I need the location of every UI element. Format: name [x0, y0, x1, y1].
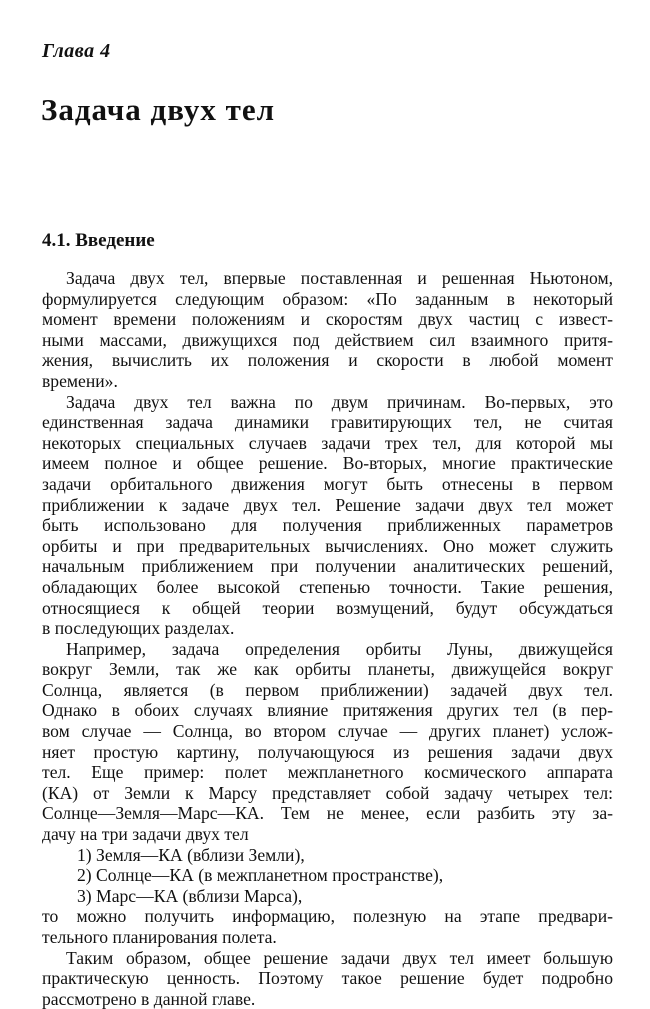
text-line: жения, вычислить их положения и скорости в любой момент: [42, 350, 613, 371]
text-line: Таким образом, общее решение задачи двух тел имеет большую: [66, 947, 613, 968]
text-line: тельного планирования полета.: [42, 927, 277, 947]
text-line: практическую ценность. Поэтому такое решение будет подробно: [42, 968, 613, 989]
text-line: вокруг Земли, так же как орбиты планеты, движущейся вокруг: [42, 659, 613, 680]
text-line: Однако в обоих случаях влияние притяжения других тел (в пер-: [42, 700, 613, 721]
text-line: Задача двух тел важна по двум причинам. Во-первых, это: [66, 391, 613, 412]
text-line: (КА) от Земли к Марсу представляет собой задачу четырех тел:: [42, 782, 613, 803]
text-line: Задача двух тел, впервые поставленная и решенная Ньютоном,: [66, 268, 613, 288]
text-line: Солнце—Земля—Марс—КА. Тем не менее, если разбить эту за-: [42, 803, 613, 824]
text-line: момент времени положениям и скоростям двух частиц с извест-: [42, 309, 613, 330]
text-line: Солнца, является (в первом приближении) задачей двух тел.: [42, 679, 613, 700]
text-line: некоторых специальных случаев задачи трех тел, для которой мы: [42, 432, 613, 453]
text-line: времени».: [42, 370, 118, 391]
text-line: ными массами, движущихся под действием сил взаимного притя-: [42, 329, 613, 350]
text-line: приближении к задаче двух тел. Решение задачи двух тел может: [42, 494, 613, 515]
text-line: начальным приближением при получении аналитических решений,: [42, 556, 613, 577]
text-line: няет простую картину, получающуюся из решения задачи двух: [42, 741, 613, 762]
chapter-title: Задача двух тел: [41, 92, 276, 127]
text-line: обладающих более высокой степенью точности. Такие решения,: [42, 576, 613, 597]
body-text: [42, 268, 613, 1009]
section-heading: 4.1. Введение: [42, 230, 155, 251]
list-item: 1) Земля—КА (вблизи Земли),: [77, 844, 305, 865]
text-line: тел. Еще пример: полет межпланетного космического аппарата: [42, 762, 613, 783]
text-line: имеем полное и общее решение. Во-вторых, многие практические: [42, 453, 613, 474]
text-line: вом случае — Солнца, во втором случае — других планет) услож-: [42, 721, 613, 742]
text-line: в последующих разделах.: [42, 618, 235, 639]
text-line: дачу на три задачи двух тел: [42, 824, 249, 845]
chapter-label: Глава 4: [42, 40, 111, 62]
list-item: 3) Марс—КА (вблизи Марса),: [77, 885, 303, 906]
text-line: формулируется следующим образом: «По заданным в некоторый: [42, 288, 613, 309]
list-item: 2) Солнце—КА (в межпланетном пространстве),: [77, 865, 444, 886]
text-line: Например, задача определения орбиты Луны, движущейся: [66, 638, 613, 659]
text-line: орбиты и при предварительных вычислениях. Оно может служить: [42, 535, 613, 556]
text-line: рассмотрено в данной главе.: [42, 988, 256, 1009]
text-line: задачи орбитального движения могут быть отнесены в первом: [42, 473, 613, 494]
text-line: единственная задача динамики гравитирующих тел, не считая: [42, 412, 613, 433]
text-line: относящиеся к общей теории возмущений, будут обсуждаться: [42, 597, 613, 618]
text-line: то можно получить информацию, полезную на этапе предвари-: [42, 906, 613, 927]
text-line: быть использовано для получения приближенных параметров: [42, 515, 613, 536]
